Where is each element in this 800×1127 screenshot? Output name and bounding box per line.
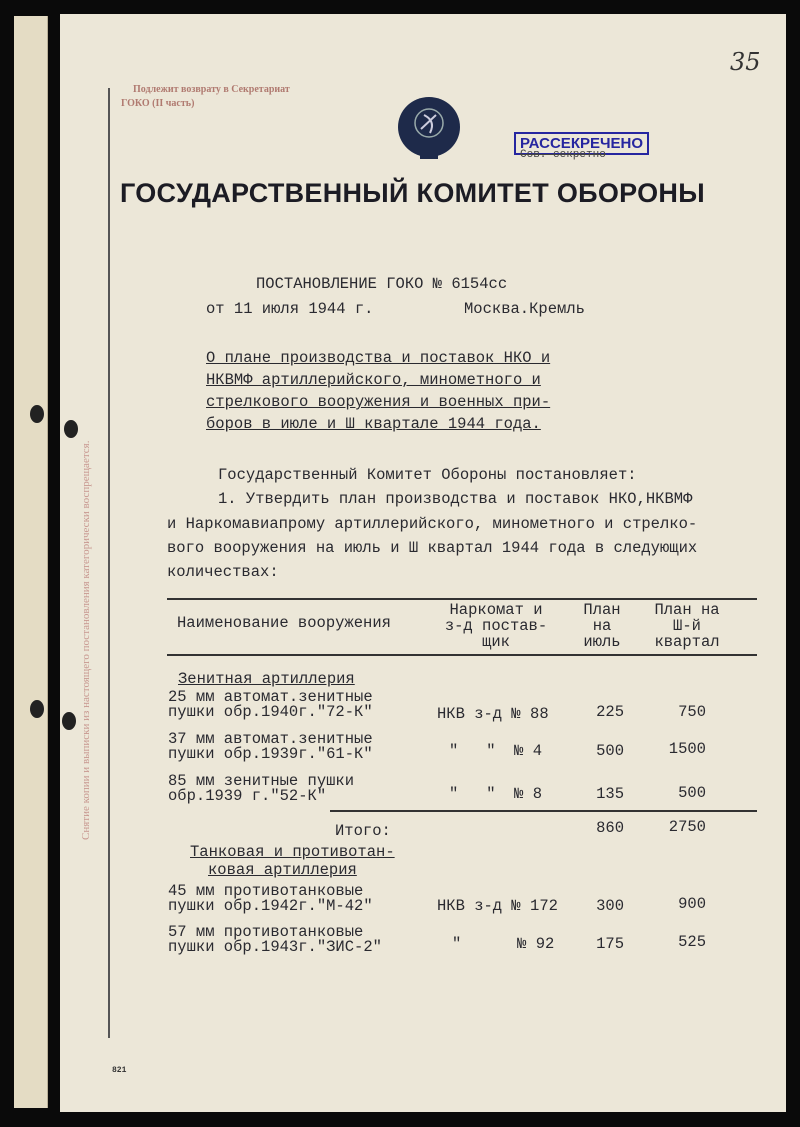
- header-q3: План на Ш-й квартал: [654, 601, 720, 651]
- row-q3: 900: [678, 895, 706, 913]
- binding-hole: [30, 405, 44, 423]
- row-name: 57 мм противотанковые пушки обр.1943г."ЗИС-2": [168, 923, 382, 956]
- return-note-1: Подлежит возврату в Секретариат: [133, 84, 290, 95]
- row-july: 300: [596, 897, 624, 915]
- stamp-text: РАССЕКРЕЧЕНО: [514, 132, 649, 155]
- decree-date: от 11 июля 1944 г.: [206, 300, 374, 318]
- decree-subject: [206, 347, 550, 435]
- row-name: 37 мм автомат.зенитные пушки обр.1939г."61-К": [168, 730, 373, 763]
- row-q3: 750: [678, 703, 706, 721]
- margin-note: Снятие копии и выписки из настоящего постановления категорически воспрещается.: [80, 440, 92, 840]
- row-q3: 1500: [668, 740, 706, 758]
- header-supplier: Наркомат и з-д постав- щик: [444, 601, 548, 651]
- body-line: вого вооружения на июль и Ш квартал 1944 года в следующих: [167, 539, 698, 557]
- emblem-icon: [396, 95, 462, 163]
- row-name: 85 мм зенитные пушки обр.1939 г."52-К": [168, 772, 355, 805]
- declassified-stamp: [514, 132, 649, 161]
- row-name: 25 мм автомат.зенитные пушки обр.1940г."72-К": [168, 688, 373, 721]
- row-supplier: " " № 8: [449, 785, 543, 803]
- row-july: 175: [596, 935, 624, 953]
- row-july: 500: [596, 742, 624, 760]
- row-july: 135: [596, 785, 624, 803]
- body-line: и Наркомавиапрому артиллерийского, минометного и стрелко-: [167, 515, 698, 533]
- body-line: Государственный Комитет Обороны постановляет:: [218, 466, 637, 484]
- section-title: ковая артиллерия: [208, 861, 357, 879]
- total-q3: 2750: [668, 818, 706, 836]
- row-name: 45 мм противотанковые пушки обр.1942г."М-42": [168, 882, 373, 915]
- section-title: Танковая и противотан-: [190, 843, 395, 861]
- document-header: ГОСУДАРСТВЕННЫЙ КОМИТЕТ ОБОРОНЫ: [120, 178, 705, 208]
- total-july: 860: [596, 819, 624, 837]
- binding-hole: [30, 700, 44, 718]
- footer-code: 821: [112, 1066, 127, 1075]
- row-supplier: НКВ з-д № 88: [437, 705, 549, 723]
- subject-line: боров в июле и Ш квартале 1944 года.: [206, 415, 541, 433]
- row-july: 225: [596, 703, 624, 721]
- row-supplier: " " № 4: [449, 742, 543, 760]
- margin-line: [108, 88, 110, 1038]
- subject-line: О плане производства и поставок НКО и: [206, 349, 551, 367]
- punch-hole: [64, 420, 78, 438]
- subject-line: стрелкового вооружения и военных при-: [206, 393, 551, 411]
- body-line: 1. Утвердить план производства и поставок НКО,НКВМФ: [218, 490, 693, 508]
- binding-strip: [14, 16, 48, 1108]
- header-name: Наименование вооружения: [177, 614, 391, 632]
- decree-place: Москва.Кремль: [464, 300, 585, 318]
- row-supplier: " № 92: [452, 935, 555, 953]
- total-label: Итого:: [335, 822, 391, 840]
- row-q3: 525: [678, 933, 706, 951]
- subject-line: НКВМФ артиллерийского, минометного и: [206, 371, 541, 389]
- return-note-2: ГОКО (II часть): [121, 98, 195, 109]
- page-number: 35: [730, 48, 761, 76]
- struck-classification: Сов. секретно: [520, 149, 606, 161]
- body-line: количествах:: [167, 563, 279, 581]
- row-q3: 500: [678, 784, 706, 802]
- section-title: Зенитная артиллерия: [178, 670, 355, 688]
- row-supplier: НКВ з-д № 172: [437, 897, 558, 915]
- header-july: План на июль: [583, 601, 621, 651]
- punch-hole: [62, 712, 76, 730]
- decree-number: ПОСТАНОВЛЕНИЕ ГОКО № 6154сс: [256, 275, 508, 293]
